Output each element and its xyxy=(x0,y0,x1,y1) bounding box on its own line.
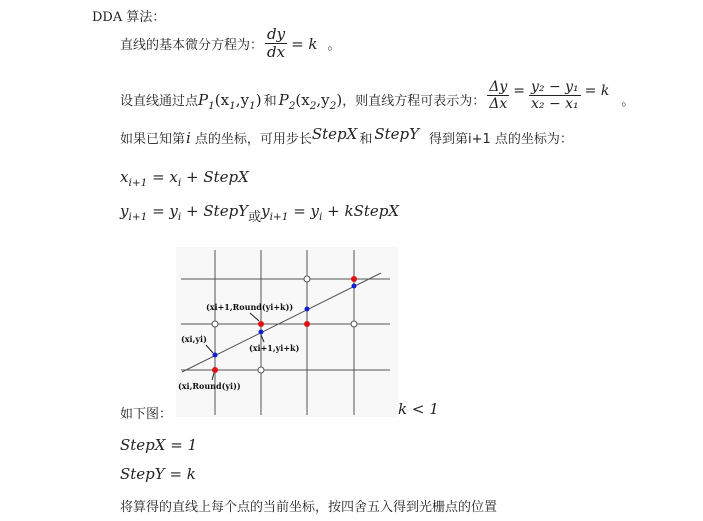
label-current: (xi,yi) xyxy=(181,334,207,344)
line1-text: 直线的基本微分方程为： xyxy=(120,38,264,54)
index-i: i xyxy=(186,129,191,147)
exact-point-4 xyxy=(352,284,357,289)
line1-rhs: = k xyxy=(291,34,318,53)
line2-text-b: ，则直线方程可表示为： xyxy=(342,94,486,109)
dy-numerator: dy xyxy=(267,25,286,43)
line1-end: 。 xyxy=(327,38,341,54)
differential-equation-line xyxy=(120,26,341,62)
stepy-symbol: StepY xyxy=(374,125,420,143)
point-p1: $P_1(x_1,y_1)$ xyxy=(198,91,262,112)
stepy-equation: StepY = k xyxy=(120,465,196,483)
exact-point-3 xyxy=(305,307,310,312)
line2-text-a: 设直线通过点 xyxy=(120,94,199,109)
arrow-label-1 xyxy=(250,313,259,321)
dda-raster-figure xyxy=(176,247,398,417)
line2-and: 和 xyxy=(263,94,277,109)
hollow-point-3 xyxy=(351,321,357,327)
x-increment-equation: $x_{i+1} = x_i$ + StepX xyxy=(120,168,249,189)
hollow-point-4 xyxy=(258,367,264,373)
delta-fraction: $\frac{\Delta y}{\Delta x}$ xyxy=(489,78,508,112)
point-p2: $P_2(x_2,y_2)$ xyxy=(278,91,343,112)
label-next-exact: (xi+1,yi+k) xyxy=(249,343,300,353)
exact-point-2 xyxy=(259,330,264,335)
y-increment-equation: $y_{i+1} = y_i$ + StepY或$y_{i+1} = y_i$ + kStepX xyxy=(120,202,400,225)
or-text: 或 xyxy=(248,210,262,225)
dx-denominator: dx xyxy=(267,43,286,62)
arrow-label-2 xyxy=(206,345,213,353)
line-equation-line: 设直线通过点 $P_1(x_1,y_1)$ 和 $P_2(x_2,y_2)$ ，则直线方程可表示为： $\frac{\Delta y}{\Delta x}$ = $\frac{\text{y₂ − y₁}}{\text{x₂ − x₁}}$ = k 。 xyxy=(120,78,635,112)
slope-fraction: $\frac{\text{y₂ − y₁}}{\text{x₂ − x₁}}$ xyxy=(530,78,579,112)
stepx-equation: StepX = 1 xyxy=(120,436,198,454)
raster-point-4 xyxy=(351,276,357,282)
label-next-round: (xi+1,Round(yi+k)) xyxy=(206,302,294,312)
label-current-round: (xi,Round(yi)) xyxy=(178,381,241,391)
slope-condition: k < 1 xyxy=(398,400,439,418)
arrow-label-4 xyxy=(212,373,214,380)
rounding-note: 将算得的直线上每个点的当前坐标，按四舍五入得到光栅点的位置 xyxy=(120,500,498,515)
figure-caption: 如下图： xyxy=(120,407,173,422)
stepx-symbol: StepX xyxy=(311,125,358,143)
hollow-point-2 xyxy=(212,321,218,327)
raster-point-3 xyxy=(304,321,310,327)
raster-point-1 xyxy=(212,367,218,373)
raster-grid-diagram xyxy=(176,247,398,417)
raster-point-2 xyxy=(258,321,264,327)
step-description-line: 如果已知第 i 点的坐标，可用步长 StepX 和 StepY 得到第i+1 点的坐标为： xyxy=(120,125,573,147)
heading: DDA 算法： xyxy=(92,10,166,25)
exact-point-1 xyxy=(213,353,218,358)
dy-dx-fraction xyxy=(265,26,287,62)
hollow-point-1 xyxy=(304,276,310,282)
